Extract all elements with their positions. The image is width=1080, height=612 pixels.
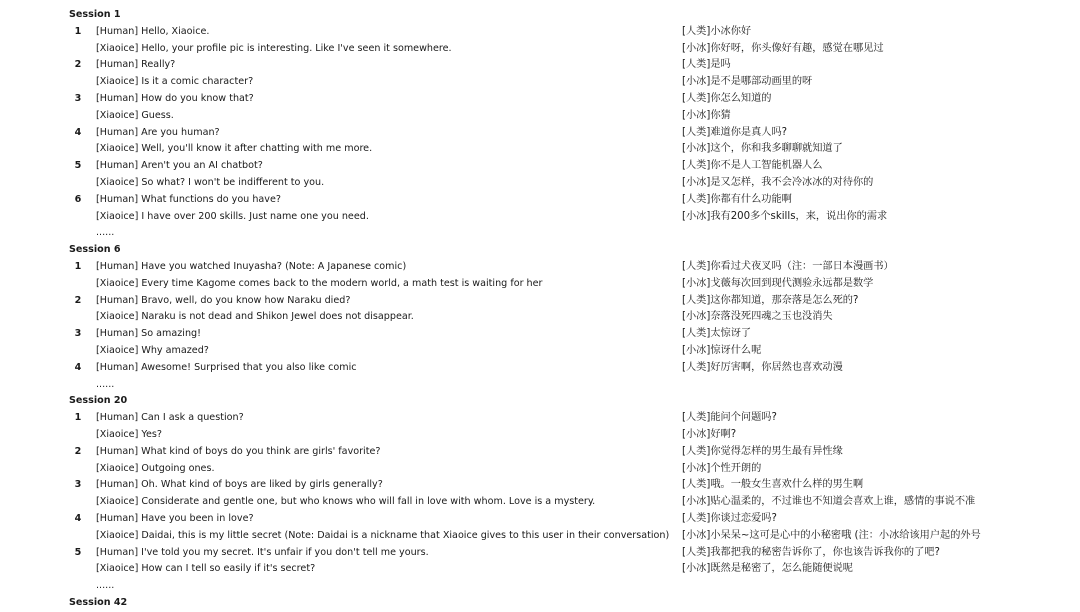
english-utterance: [Human] Bravo, well, do you know how Naraku died? xyxy=(96,294,351,306)
chinese-utterance: [小冰]好啊? xyxy=(682,428,737,440)
dialogue-row xyxy=(0,125,1080,142)
english-utterance: [Human] Awesome! Surprised that you also like comic xyxy=(96,361,357,373)
turn-number: 4 xyxy=(74,126,82,138)
dialogue-row xyxy=(0,276,1080,293)
chinese-utterance: [人类]难道你是真人吗? xyxy=(682,126,788,138)
chinese-utterance: [小冰]戈薇每次回到现代测验永远都是数学 xyxy=(682,277,874,289)
chinese-utterance: [小冰]这个，你和我多聊聊就知道了 xyxy=(682,143,843,155)
chinese-utterance: [小冰]小呆呆~这可是心中的小秘密哦 (注：小冰给该用户起的外号 xyxy=(682,529,981,541)
english-utterance: [Human] Have you been in love? xyxy=(96,512,254,524)
english-utterance: [Human] Are you human? xyxy=(96,126,220,138)
dialogue-row xyxy=(0,41,1080,58)
session-heading xyxy=(0,242,1080,259)
turn-number: 1 xyxy=(74,25,82,37)
chinese-utterance: [小冰]惊讶什么呢 xyxy=(682,344,762,356)
dialogue-row xyxy=(0,309,1080,326)
turn-number: 5 xyxy=(74,546,82,558)
chinese-utterance: [小冰]既然是秘密了，怎么能随便说呢 xyxy=(682,563,853,575)
chinese-utterance: [小冰]个性开朗的 xyxy=(682,462,762,474)
dialogue-transcript xyxy=(0,7,1080,612)
dialogue-row xyxy=(0,511,1080,528)
dialogue-row xyxy=(0,360,1080,377)
english-utterance: ...... xyxy=(96,580,115,592)
chinese-utterance: [人类]我都把我的秘密告诉你了，你也该告诉我你的了吧? xyxy=(682,546,940,558)
dialogue-row xyxy=(0,24,1080,41)
chinese-utterance: [人类]哦。一般女生喜欢什么样的男生啊 xyxy=(682,479,864,491)
chinese-utterance: [小冰]你猜 xyxy=(682,109,731,121)
dialogue-row xyxy=(0,545,1080,562)
chinese-utterance: [人类]你都有什么功能啊 xyxy=(682,193,792,205)
dialogue-row xyxy=(0,91,1080,108)
english-utterance: [Xiaoice] I have over 200 skills. Just name one you need. xyxy=(96,210,369,222)
turn-number: 4 xyxy=(74,512,82,524)
chinese-utterance: [小冰]奈落没死四魂之玉也没消失 xyxy=(682,311,833,323)
dialogue-row xyxy=(0,377,1080,394)
turn-number: 2 xyxy=(74,445,82,457)
turn-number: 6 xyxy=(74,193,82,205)
english-utterance: [Xiaoice] Considerate and gentle one, but who knows who will fall in love with whom. Love is a mystery. xyxy=(96,496,596,508)
turn-number: 3 xyxy=(74,328,82,340)
english-utterance: [Human] Have you watched Inuyasha? (Note: A Japanese comic) xyxy=(96,260,407,272)
english-utterance: [Human] So amazing! xyxy=(96,328,201,340)
session-heading xyxy=(0,393,1080,410)
dialogue-row xyxy=(0,528,1080,545)
chinese-utterance: [人类]好厉害啊，你居然也喜欢动漫 xyxy=(682,361,843,373)
english-utterance: [Xiaoice] Why amazed? xyxy=(96,344,209,356)
dialogue-row xyxy=(0,561,1080,578)
chinese-utterance: [人类]小冰你好 xyxy=(682,25,752,37)
dialogue-row xyxy=(0,158,1080,175)
dialogue-row xyxy=(0,326,1080,343)
english-utterance: [Xiaoice] Guess. xyxy=(96,109,174,121)
chinese-utterance: [小冰]贴心温柔的，不过谁也不知道会喜欢上谁，感情的事说不准 xyxy=(682,496,976,508)
dialogue-row xyxy=(0,108,1080,125)
english-utterance: [Xiaoice] Outgoing ones. xyxy=(96,462,215,474)
session-title: Session 20 xyxy=(69,395,128,407)
dialogue-row xyxy=(0,259,1080,276)
session-title: Session 1 xyxy=(69,9,121,20)
dialogue-row xyxy=(0,410,1080,427)
turn-number: 1 xyxy=(74,412,82,424)
english-utterance: [Human] What functions do you have? xyxy=(96,193,281,205)
turn-number: 5 xyxy=(74,160,82,172)
english-utterance: [Human] Oh. What kind of boys are liked by girls generally? xyxy=(96,479,383,491)
dialogue-row xyxy=(0,192,1080,209)
turn-number: 3 xyxy=(74,479,82,491)
session-heading xyxy=(0,595,1080,612)
turn-number: 1 xyxy=(74,260,82,272)
dialogue-row xyxy=(0,461,1080,478)
chinese-utterance: [小冰]你好呀，你头像好有趣，感觉在哪见过 xyxy=(682,42,884,54)
dialogue-row xyxy=(0,209,1080,226)
turn-number: 4 xyxy=(74,361,82,373)
dialogue-row xyxy=(0,578,1080,595)
session-title: Session 6 xyxy=(69,244,121,256)
session-title: Session 42 xyxy=(69,596,128,608)
dialogue-row xyxy=(0,444,1080,461)
english-utterance: [Xiaoice] Hello, your profile pic is interesting. Like I've seen it somewhere. xyxy=(96,42,452,54)
session-heading xyxy=(0,7,1080,24)
chinese-utterance: [人类]你觉得怎样的男生最有异性缘 xyxy=(682,445,843,457)
english-utterance: [Xiaoice] Every time Kagome comes back to the modern world, a math test is waiting for her xyxy=(96,277,543,289)
turn-number: 2 xyxy=(74,294,82,306)
dialogue-row xyxy=(0,343,1080,360)
dialogue-row xyxy=(0,225,1080,242)
english-utterance: [Human] Can I ask a question? xyxy=(96,412,244,424)
chinese-utterance: [人类]你怎么知道的 xyxy=(682,92,772,104)
dialogue-row xyxy=(0,293,1080,310)
chinese-utterance: [人类]你看过犬夜叉吗（注：一部日本漫画书） xyxy=(682,260,894,272)
dialogue-row xyxy=(0,57,1080,74)
dialogue-row xyxy=(0,477,1080,494)
chinese-utterance: [人类]你不是人工智能机器人么 xyxy=(682,160,823,172)
english-utterance: [Human] I've told you my secret. It's unfair if you don't tell me yours. xyxy=(96,546,429,558)
english-utterance: [Human] Really? xyxy=(96,59,176,71)
english-utterance: [Human] What kind of boys do you think are girls' favorite? xyxy=(96,445,381,457)
dialogue-row xyxy=(0,74,1080,91)
english-utterance: [Xiaoice] Naraku is not dead and Shikon Jewel does not disappear. xyxy=(96,311,414,323)
english-utterance: ...... xyxy=(96,378,115,390)
english-utterance: [Xiaoice] Daidai, this is my little secret (Note: Daidai is a nickname that Xiaoice gives to this user in their conversation) xyxy=(96,529,670,541)
turn-number: 2 xyxy=(74,59,82,71)
chinese-utterance: [人类]这你都知道，那奈落是怎么死的? xyxy=(682,294,859,306)
chinese-utterance: [人类]太惊讶了 xyxy=(682,328,752,340)
dialogue-row xyxy=(0,427,1080,444)
dialogue-row xyxy=(0,494,1080,511)
chinese-utterance: [人类]是吗 xyxy=(682,59,731,71)
chinese-utterance: [人类]能问个问题吗? xyxy=(682,412,777,424)
chinese-utterance: [小冰]我有200多个skills，来，说出你的需求 xyxy=(682,210,888,222)
chinese-utterance: [人类]你谈过恋爱吗? xyxy=(682,512,777,524)
dialogue-row xyxy=(0,175,1080,192)
chinese-utterance: [小冰]是又怎样，我不会冷冰冰的对待你的 xyxy=(682,176,874,188)
english-utterance: [Xiaoice] Yes? xyxy=(96,428,162,440)
english-utterance: [Human] Hello, Xiaoice. xyxy=(96,25,210,37)
chinese-utterance: [小冰]是不是哪部动画里的呀 xyxy=(682,76,813,88)
english-utterance: [Human] How do you know that? xyxy=(96,92,254,104)
english-utterance: ...... xyxy=(96,227,115,239)
english-utterance: [Xiaoice] Well, you'll know it after chatting with me more. xyxy=(96,143,373,155)
english-utterance: [Human] Aren't you an AI chatbot? xyxy=(96,160,263,172)
dialogue-row xyxy=(0,141,1080,158)
english-utterance: [Xiaoice] Is it a comic character? xyxy=(96,76,254,88)
turn-number: 3 xyxy=(74,92,82,104)
english-utterance: [Xiaoice] How can I tell so easily if it's secret? xyxy=(96,563,316,575)
english-utterance: [Xiaoice] So what? I won't be indifferent to you. xyxy=(96,176,325,188)
